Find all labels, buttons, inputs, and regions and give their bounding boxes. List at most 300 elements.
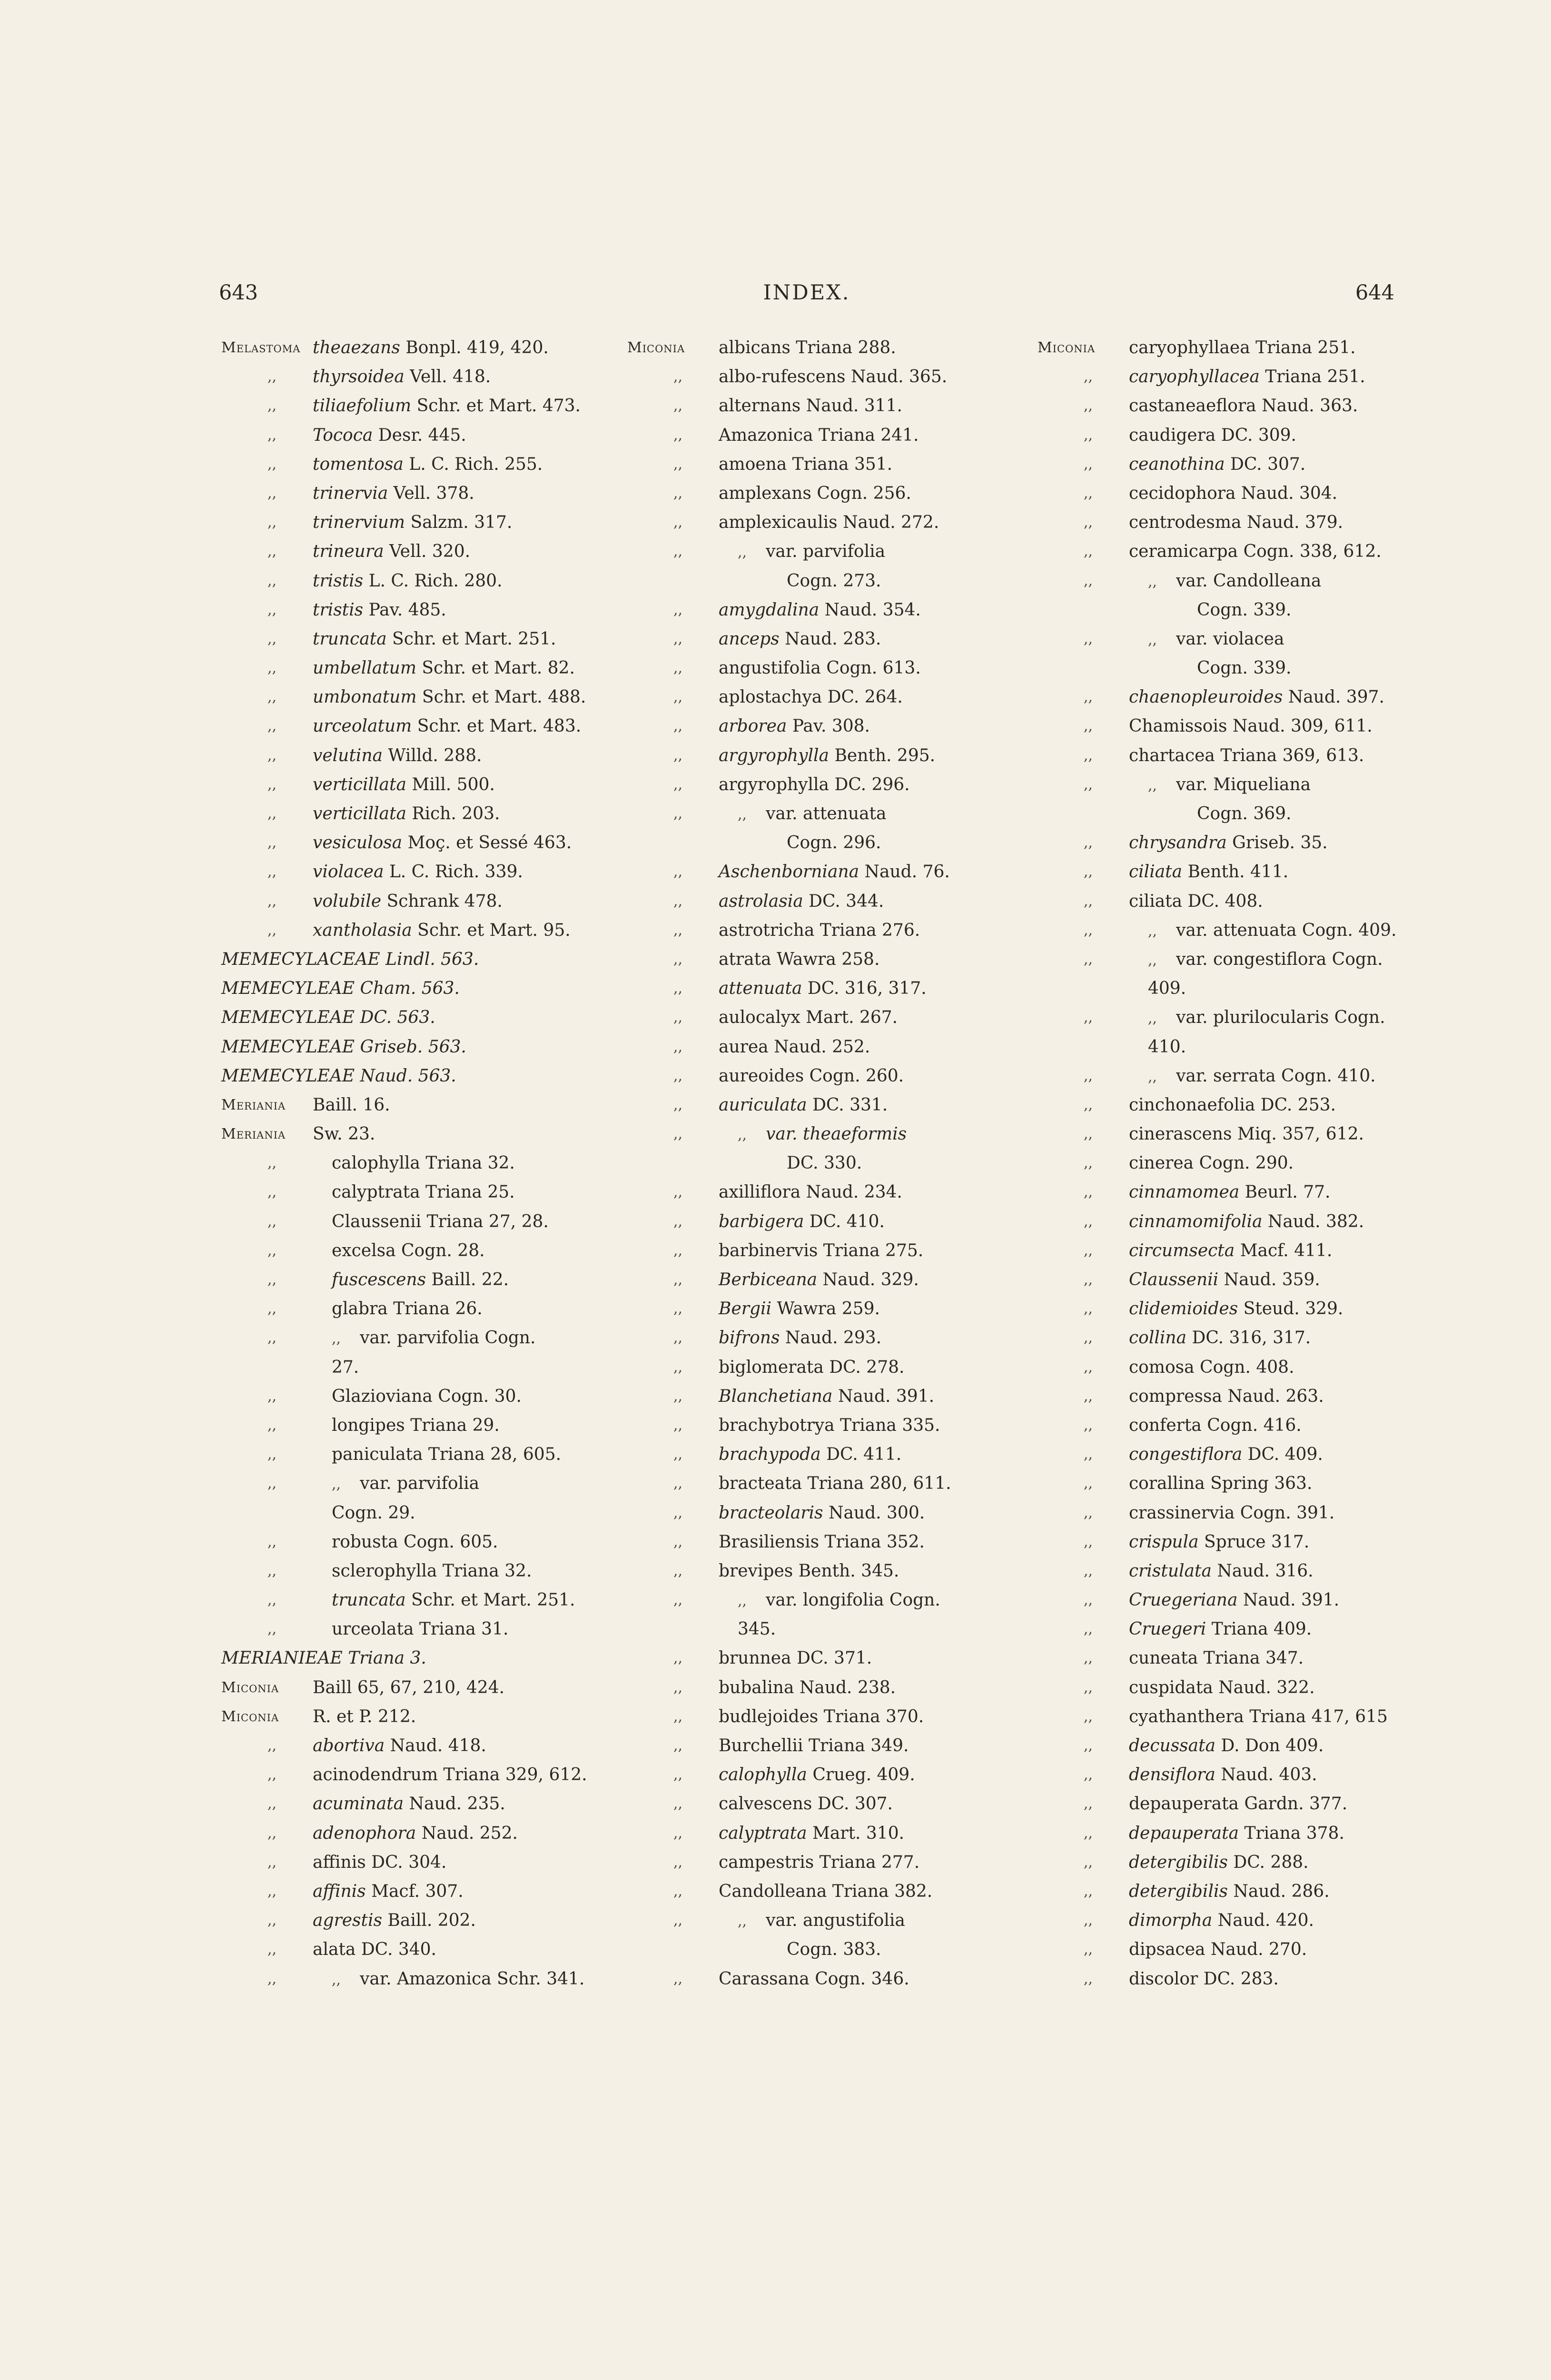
authority-text: Cogn. 260. bbox=[804, 1066, 904, 1086]
entry-text bbox=[1129, 1557, 1314, 1586]
ditto-mark: ,, bbox=[673, 1184, 683, 1201]
index-entry bbox=[221, 362, 640, 391]
authority-text: Triana 251. bbox=[1259, 367, 1365, 387]
index-entry bbox=[1037, 1032, 1456, 1061]
ditto-mark: ,, bbox=[673, 776, 683, 793]
authority-text: Schr. et Mart. 82. bbox=[416, 658, 575, 678]
ditto-mark: ,, bbox=[1084, 1737, 1093, 1754]
species-name: caryophyllacea bbox=[1129, 367, 1260, 387]
authority-text: Cogn. 28. bbox=[395, 1240, 485, 1260]
ditto-mark: ,, bbox=[267, 747, 277, 764]
genus-label: Miconia bbox=[221, 1679, 279, 1696]
index-column-right bbox=[1037, 333, 1456, 1993]
index-entry bbox=[221, 1149, 640, 1178]
authority-text: Naud. 272. bbox=[837, 513, 939, 533]
authority-text: Naud. 420. bbox=[1212, 1911, 1314, 1931]
species-name: umbellatum bbox=[313, 658, 416, 678]
ditto-mark: ,, bbox=[1084, 1708, 1093, 1725]
authority-text: Cogn. 256. bbox=[811, 483, 911, 503]
ditto-mark: ,, bbox=[267, 1941, 277, 1958]
entry-text bbox=[719, 1411, 940, 1440]
species-name: bifrons bbox=[719, 1328, 780, 1348]
index-entry bbox=[627, 1469, 1046, 1498]
authority-text: Naud. 382. bbox=[1262, 1211, 1364, 1231]
authority-text: Willd. 288. bbox=[382, 745, 482, 765]
ditto-mark: ,, bbox=[673, 922, 683, 939]
ditto-mark: ,, bbox=[267, 1184, 277, 1201]
ditto-mark: ,, bbox=[673, 689, 683, 706]
entry-text bbox=[719, 1003, 898, 1032]
family-name bbox=[221, 1644, 426, 1673]
authority-text: Triana 335. bbox=[834, 1415, 940, 1435]
entry-text bbox=[1129, 1294, 1343, 1323]
index-entry bbox=[627, 1557, 1046, 1586]
index-entry bbox=[627, 1323, 1046, 1352]
ditto-mark: ,, bbox=[673, 1883, 683, 1900]
genus-label: Meriania bbox=[221, 1096, 286, 1113]
authority-text: Triana 378. bbox=[1239, 1823, 1344, 1843]
index-entry bbox=[221, 857, 640, 886]
entry-text bbox=[1129, 828, 1328, 857]
ditto-mark: ,, bbox=[267, 601, 277, 618]
authority-text: Naud. 397. bbox=[1283, 687, 1384, 707]
index-entry bbox=[1037, 1498, 1456, 1527]
authority-text: Triana 349. bbox=[803, 1736, 909, 1755]
entry-text bbox=[313, 1935, 436, 1964]
entry-text bbox=[332, 1149, 515, 1178]
index-entry bbox=[221, 1294, 640, 1323]
index-entry bbox=[221, 945, 640, 974]
ditto-mark: ,, bbox=[1084, 834, 1093, 852]
species-name: theaezans bbox=[313, 338, 400, 357]
ditto-mark: ,, bbox=[673, 1650, 683, 1667]
authority-text: Naud. 304. bbox=[1235, 483, 1338, 503]
authority-text: Naud. 252. bbox=[768, 1037, 870, 1057]
ditto-mark: ,, bbox=[673, 397, 683, 415]
ditto-mark: ,, bbox=[1084, 1825, 1093, 1842]
entry-text bbox=[719, 1964, 909, 1993]
species-name: 345. bbox=[738, 1619, 776, 1639]
ditto-mark: ,, bbox=[1084, 1504, 1093, 1521]
authority-text: Mill. 500. bbox=[406, 774, 495, 794]
entry-text bbox=[719, 1091, 888, 1120]
ditto-mark: ,, bbox=[673, 601, 683, 618]
family-name bbox=[221, 945, 479, 974]
species-name: tomentosa bbox=[313, 454, 404, 474]
index-entry bbox=[221, 1061, 640, 1091]
index-entry bbox=[221, 770, 640, 799]
species-name: fuscescens bbox=[332, 1270, 426, 1289]
authority-text: Naud. 238. bbox=[794, 1677, 896, 1697]
species-name: comosa bbox=[1129, 1357, 1195, 1377]
species-name: attenuata bbox=[719, 979, 802, 999]
entry-text bbox=[1129, 1469, 1312, 1498]
index-entry bbox=[627, 799, 1046, 828]
authority-text: L. C. Rich. 339. bbox=[384, 862, 523, 882]
index-entry bbox=[627, 654, 1046, 683]
index-entry bbox=[221, 1236, 640, 1265]
authority-text: Naud. 379. bbox=[1241, 513, 1344, 533]
species-name: brevipes bbox=[719, 1561, 793, 1581]
entry-text bbox=[1129, 741, 1364, 770]
entry-text bbox=[719, 1265, 919, 1294]
species-name: Cogn. 339. bbox=[1197, 658, 1292, 678]
index-entry bbox=[1037, 1236, 1456, 1265]
entry-text bbox=[332, 1294, 483, 1323]
species-name: Chamissois bbox=[1129, 716, 1227, 736]
authority-text: Desr. 445. bbox=[373, 425, 466, 445]
species-name: arborea bbox=[719, 716, 787, 736]
authority-text: Triana 3. bbox=[342, 1648, 426, 1668]
entry-text bbox=[719, 1877, 932, 1906]
ditto-mark: ,, bbox=[673, 1912, 683, 1929]
species-name: depauperata bbox=[1129, 1794, 1239, 1814]
index-entry bbox=[1037, 1527, 1456, 1557]
authority-text: Schr. et Mart. 483. bbox=[412, 716, 582, 736]
authority-text: DC. 563. bbox=[355, 1008, 435, 1028]
entry-text bbox=[719, 1207, 885, 1236]
index-entry bbox=[627, 566, 1046, 595]
species-name: cecidophora bbox=[1129, 483, 1236, 503]
ditto-mark: ,, bbox=[1148, 952, 1157, 969]
ditto-mark: ,, bbox=[267, 368, 277, 386]
authority-text: Mart. 267. bbox=[800, 1008, 898, 1028]
species-name: Cogn. 383. bbox=[787, 1940, 881, 1960]
index-entry bbox=[221, 1848, 640, 1877]
index-entry bbox=[627, 450, 1046, 479]
authority-text: DC. 307. bbox=[1225, 454, 1306, 474]
species-name: 27. bbox=[332, 1357, 359, 1377]
species-name: robusta bbox=[332, 1532, 398, 1552]
ditto-mark: ,, bbox=[673, 1504, 683, 1521]
authority-text: Triana 31. bbox=[414, 1619, 509, 1639]
authority-text: Cogn. 410. bbox=[1275, 1066, 1376, 1086]
ditto-mark: ,, bbox=[1084, 1417, 1093, 1434]
ditto-mark: ,, bbox=[267, 397, 277, 415]
ditto-mark: ,, bbox=[332, 1971, 341, 1988]
authority-text: Naud. 286. bbox=[1227, 1881, 1330, 1901]
ditto-mark: ,, bbox=[267, 426, 277, 444]
species-name: detergibilis bbox=[1129, 1852, 1228, 1872]
ditto-mark: ,, bbox=[267, 1737, 277, 1754]
authority-text: Triana 280, 611. bbox=[802, 1474, 951, 1494]
ditto-mark: ,, bbox=[738, 1913, 747, 1930]
ditto-mark: ,, bbox=[267, 1592, 277, 1609]
index-entry bbox=[1037, 1120, 1456, 1149]
authority-text: Triana 241. bbox=[813, 425, 919, 445]
index-entry bbox=[1037, 595, 1456, 625]
authority-text: DC. 331. bbox=[807, 1095, 888, 1115]
authority-text: Cogn. 30. bbox=[432, 1386, 522, 1406]
ditto-mark: ,, bbox=[673, 805, 683, 822]
index-entry bbox=[627, 1935, 1046, 1964]
authority-text: Rich. 203. bbox=[406, 804, 500, 823]
index-entry bbox=[627, 945, 1046, 974]
entry-text bbox=[1129, 479, 1337, 508]
ditto-mark: ,, bbox=[1084, 1213, 1093, 1230]
genus-label: Melastoma bbox=[221, 339, 301, 356]
authority-text: Triana 276. bbox=[814, 920, 920, 940]
index-entry bbox=[627, 1644, 1046, 1673]
ditto-mark: ,, bbox=[1148, 777, 1157, 794]
authority-text: Triana 409. bbox=[1206, 1619, 1312, 1639]
entry-text bbox=[313, 1702, 416, 1731]
species-name: cuneata bbox=[1129, 1648, 1198, 1668]
authority-text: DC. 304. bbox=[366, 1852, 447, 1872]
family-name bbox=[221, 1032, 466, 1061]
authority-text: Triana 25. bbox=[420, 1182, 515, 1202]
species-name: Cruegeriana bbox=[1129, 1590, 1238, 1610]
entry-text bbox=[1129, 1935, 1307, 1964]
entry-text bbox=[313, 1848, 446, 1877]
index-entry bbox=[1037, 1294, 1456, 1323]
index-entry bbox=[221, 1207, 640, 1236]
ditto-mark: ,, bbox=[673, 747, 683, 764]
species-name: Glazioviana bbox=[332, 1386, 433, 1406]
species-name: Blanchetiana bbox=[719, 1386, 833, 1406]
authority-text: Naud. 309, 611. bbox=[1227, 716, 1373, 736]
entry-text bbox=[1148, 1061, 1376, 1091]
species-name: cuspidata bbox=[1129, 1677, 1213, 1697]
authority-text: Naud. 391. bbox=[832, 1386, 935, 1406]
species-name: var. serrata bbox=[1176, 1066, 1276, 1086]
species-name: circumsecta bbox=[1129, 1240, 1235, 1260]
index-entry bbox=[627, 508, 1046, 537]
entry-text bbox=[1129, 1120, 1364, 1149]
authority-text: Triana 382. bbox=[827, 1881, 933, 1901]
species-name: centrodesma bbox=[1129, 513, 1242, 533]
species-name: DC. 330. bbox=[787, 1153, 862, 1173]
entry-text bbox=[787, 1935, 881, 1964]
entry-text bbox=[313, 828, 572, 857]
index-entry bbox=[627, 537, 1046, 566]
authority-text: Griseb. 35. bbox=[1226, 833, 1328, 853]
species-name: var. parvifolia bbox=[360, 1328, 480, 1348]
species-name: budlejoides bbox=[719, 1706, 819, 1726]
entry-text bbox=[313, 770, 495, 799]
index-entry bbox=[221, 1644, 640, 1673]
entry-text bbox=[719, 857, 950, 886]
index-entry bbox=[221, 1964, 640, 1993]
entry-text bbox=[719, 450, 892, 479]
entry-text bbox=[1129, 1673, 1315, 1702]
species-name: verticillata bbox=[313, 804, 406, 823]
entry-text bbox=[738, 537, 885, 567]
authority-text: Triana 347. bbox=[1198, 1648, 1304, 1668]
index-entry bbox=[221, 1615, 640, 1644]
authority-text: Steud. 329. bbox=[1238, 1299, 1344, 1319]
genus-label: Meriania bbox=[221, 1126, 286, 1143]
entry-text bbox=[719, 1527, 925, 1557]
species-name: compressa bbox=[1129, 1386, 1222, 1406]
species-name: amoena bbox=[719, 454, 787, 474]
species-name: trineura bbox=[313, 542, 384, 562]
ditto-mark: ,, bbox=[1084, 1271, 1093, 1288]
entry-text bbox=[719, 654, 921, 683]
index-entry bbox=[1037, 391, 1456, 420]
species-name: var. violacea bbox=[1176, 629, 1284, 649]
species-name: Tococa bbox=[313, 425, 373, 445]
ditto-mark: ,, bbox=[673, 1126, 683, 1143]
index-entry bbox=[1037, 1789, 1456, 1818]
index-entry bbox=[1037, 1003, 1456, 1032]
index-entry bbox=[221, 1789, 640, 1818]
authority-text: L. C. Rich. 280. bbox=[363, 571, 503, 591]
entry-text bbox=[313, 595, 446, 625]
index-entry bbox=[1037, 916, 1456, 945]
authority-text: Naud. 235. bbox=[404, 1794, 505, 1814]
species-name: astrotricha bbox=[719, 920, 815, 940]
index-entry bbox=[627, 741, 1046, 770]
authority-text: DC. 253. bbox=[1255, 1095, 1336, 1115]
authority-text: Baill. 22. bbox=[426, 1270, 509, 1289]
authority-text: Schr. et Mart. 488. bbox=[416, 687, 586, 707]
species-name: Cogn. 29. bbox=[332, 1503, 415, 1523]
authority-text: Macf. 307. bbox=[366, 1881, 464, 1901]
species-name: var. Amazonica bbox=[360, 1969, 492, 1989]
species-name: castaneaeflora bbox=[1129, 396, 1256, 416]
authority-text: DC. 309. bbox=[1215, 425, 1297, 445]
entry-text bbox=[1129, 1877, 1330, 1906]
species-name: chrysandra bbox=[1129, 833, 1227, 853]
index-entry bbox=[627, 1382, 1046, 1411]
entry-text bbox=[1148, 916, 1396, 946]
ditto-mark: ,, bbox=[1084, 892, 1093, 910]
index-entry bbox=[1037, 1557, 1456, 1586]
ditto-mark: ,, bbox=[267, 892, 277, 910]
authority-text: Naud. 418. bbox=[385, 1736, 486, 1755]
entry-text bbox=[1129, 1644, 1304, 1673]
index-entry bbox=[1037, 1848, 1456, 1877]
entry-text bbox=[313, 537, 470, 566]
ditto-mark: ,, bbox=[1084, 776, 1093, 793]
ditto-mark: ,, bbox=[267, 776, 277, 793]
ditto-mark: ,, bbox=[673, 1009, 683, 1026]
species-name: acuminata bbox=[313, 1794, 404, 1814]
species-name: urceolatum bbox=[313, 716, 412, 736]
index-entry bbox=[221, 1731, 640, 1760]
authority-text: Griseb. 563. bbox=[355, 1037, 466, 1057]
species-name: R. et P. 212. bbox=[313, 1706, 416, 1726]
entry-text bbox=[1129, 683, 1384, 712]
entry-text bbox=[719, 974, 927, 1003]
ditto-mark: ,, bbox=[267, 863, 277, 881]
entry-text bbox=[719, 1848, 919, 1877]
authority-text: DC. 408. bbox=[1182, 891, 1263, 911]
index-entry bbox=[627, 1877, 1046, 1906]
entry-text bbox=[1129, 1440, 1323, 1469]
entry-text bbox=[719, 1032, 870, 1061]
authority-text: Naud. 316. bbox=[1211, 1561, 1314, 1581]
entry-text bbox=[1197, 654, 1292, 683]
species-name: var. congestiflora bbox=[1176, 949, 1327, 969]
family-label: MEMECYLEAE bbox=[221, 1066, 355, 1086]
family-label: MEMECYLEAE bbox=[221, 979, 355, 999]
species-name: 409. bbox=[1148, 979, 1186, 999]
ditto-mark: ,, bbox=[267, 1213, 277, 1230]
index-entry bbox=[221, 537, 640, 566]
ditto-mark: ,, bbox=[673, 1970, 683, 1987]
authority-text: Naud. 563. bbox=[355, 1066, 456, 1086]
authority-text: Pav. 485. bbox=[363, 600, 446, 620]
index-entry bbox=[1037, 1178, 1456, 1207]
species-name: aplostachya bbox=[719, 687, 822, 707]
entry-text bbox=[1129, 1527, 1309, 1557]
species-name: congestiflora bbox=[1129, 1445, 1243, 1465]
authority-text: Gardn. 377. bbox=[1239, 1794, 1348, 1814]
index-entry bbox=[1037, 887, 1456, 916]
index-column-middle bbox=[627, 333, 1046, 1993]
species-name: tiliaefolium bbox=[313, 396, 412, 416]
entry-text bbox=[1129, 508, 1343, 537]
index-entry bbox=[1037, 1149, 1456, 1178]
index-entry bbox=[627, 1294, 1046, 1323]
authority-text: Benth. 345. bbox=[793, 1561, 899, 1581]
entry-text bbox=[332, 1411, 500, 1440]
entry-text bbox=[313, 1877, 464, 1906]
ditto-mark: ,, bbox=[267, 1271, 277, 1288]
authority-text: Schr. et Mart. 251. bbox=[405, 1590, 575, 1610]
entry-text bbox=[787, 566, 881, 595]
ditto-mark: ,, bbox=[1084, 1009, 1093, 1026]
index-entry bbox=[221, 479, 640, 508]
species-name: Amazonica bbox=[719, 425, 813, 445]
authority-text: DC. 316, 317. bbox=[1186, 1328, 1311, 1348]
entry-text bbox=[1129, 1731, 1324, 1760]
authority-text: Salzm. 317. bbox=[405, 513, 513, 533]
species-name: Cogn. 369. bbox=[1197, 804, 1292, 823]
species-name: crispula bbox=[1129, 1532, 1199, 1552]
species-name: caryophyllaea bbox=[1129, 338, 1250, 357]
family-label: MEMECYLACEAE bbox=[221, 949, 380, 969]
entry-text bbox=[1129, 857, 1288, 886]
authority-text: Cogn. 346. bbox=[809, 1969, 909, 1989]
entry-text bbox=[332, 1469, 479, 1499]
index-entry bbox=[221, 1091, 640, 1120]
authority-text: Cogn. 605. bbox=[398, 1532, 498, 1552]
index-entry bbox=[221, 1557, 640, 1586]
authority-text: Naud. 76. bbox=[859, 862, 950, 882]
species-name: Candolleana bbox=[719, 1881, 827, 1901]
authority-text: Schr. et Mart. 251. bbox=[386, 629, 556, 649]
ditto-mark: ,, bbox=[1084, 1970, 1093, 1987]
entry-text bbox=[332, 1236, 485, 1265]
authority-text: Naud. 300. bbox=[823, 1503, 925, 1523]
authority-text: Cogn. bbox=[1326, 949, 1383, 969]
authority-text: Naud. 403. bbox=[1215, 1765, 1317, 1785]
index-entry bbox=[627, 1120, 1046, 1149]
authority-text: Benth. 411. bbox=[1182, 862, 1289, 882]
entry-text bbox=[332, 1382, 522, 1411]
index-entry bbox=[627, 683, 1046, 712]
index-entry bbox=[1037, 479, 1456, 508]
authority-text: Crueg. 409. bbox=[807, 1765, 915, 1785]
authority-text: DC. 316, 317. bbox=[802, 979, 927, 999]
entry-text bbox=[1129, 1819, 1344, 1848]
authority-text: Naud. 354. bbox=[819, 600, 921, 620]
species-name: Baill 65, 67, 210, 424. bbox=[313, 1677, 505, 1697]
species-name: biglomerata bbox=[719, 1357, 824, 1377]
entry-text bbox=[313, 1760, 587, 1789]
authority-text: Miq. 357, 612. bbox=[1232, 1124, 1364, 1144]
authority-text: Naud. 263. bbox=[1222, 1386, 1324, 1406]
authority-text: Naud. 293. bbox=[780, 1328, 882, 1348]
authority-text: Cogn. 613. bbox=[820, 658, 921, 678]
entry-text bbox=[1129, 1323, 1311, 1352]
index-entry bbox=[221, 712, 640, 741]
ditto-mark: ,, bbox=[1084, 747, 1093, 764]
index-entry bbox=[1037, 1265, 1456, 1294]
